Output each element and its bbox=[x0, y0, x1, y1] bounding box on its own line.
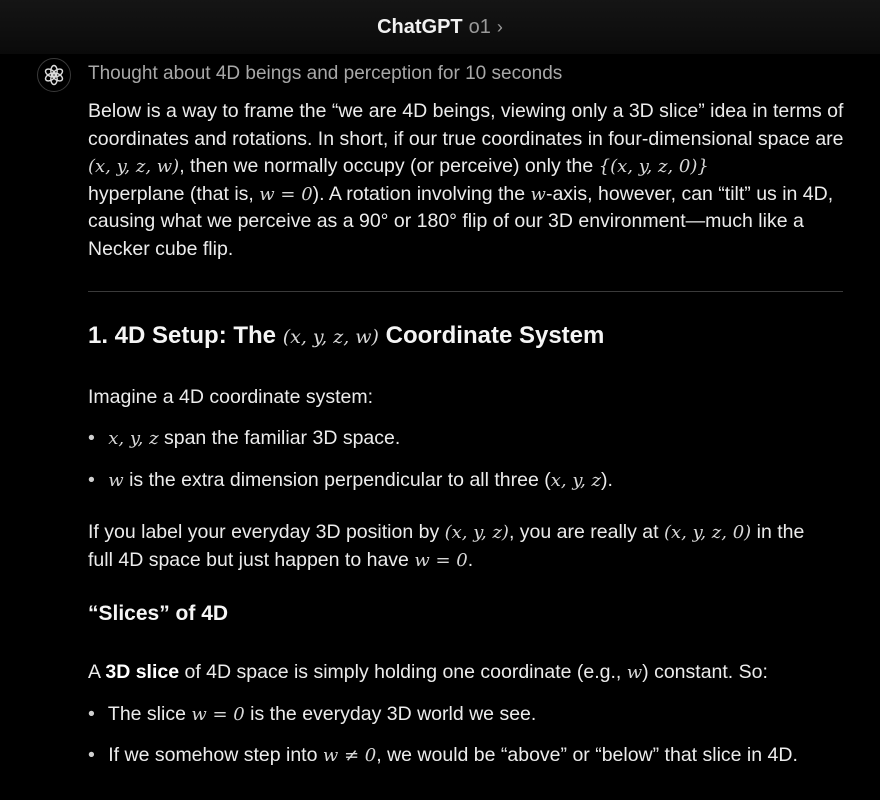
intro-paragraph bbox=[88, 98, 848, 263]
paragraph bbox=[88, 521, 804, 544]
subsection-heading: “Slices” of 4D bbox=[88, 602, 229, 625]
math: (x, y, z, 0) bbox=[663, 522, 752, 543]
math: w = 0 bbox=[259, 183, 313, 205]
math: w bbox=[626, 662, 643, 683]
heading-text: Coordinate System bbox=[378, 322, 605, 349]
paragraph bbox=[88, 661, 768, 684]
list-text: ). bbox=[601, 469, 613, 491]
intro-text: Below is a way to frame the “we are 4D beings, viewing only a 3D slice” idea in terms of coordinates and rotations. In short, if our true coordinates in four-dimensional space are bbox=[88, 100, 844, 150]
list-item bbox=[88, 469, 613, 492]
math: x, y, z bbox=[108, 428, 159, 449]
app-header bbox=[0, 0, 880, 54]
heading-text: 1. 4D Setup: The bbox=[88, 322, 283, 349]
math: (x, y, z, w) bbox=[282, 326, 379, 348]
text: A bbox=[88, 661, 106, 683]
text: If we somehow step into bbox=[108, 744, 323, 766]
math: w ≠ 0 bbox=[322, 745, 377, 766]
text: The slice bbox=[107, 703, 192, 725]
math: (x, y, z) bbox=[444, 522, 509, 543]
intro-text: -axis, however, can “tilt” us in 4D, causing what we perceive as a 90° or 180° flip of our 3D environment—much like a Necker cube flip. bbox=[88, 182, 834, 260]
model-selector[interactable]: o1 bbox=[468, 15, 491, 38]
math: {(x, y, z, 0)} bbox=[598, 156, 709, 177]
text: , we would be “above” or “below” that slice in 4D. bbox=[376, 744, 798, 766]
text: , you are really at bbox=[508, 521, 664, 543]
text: of 4D space is simply holding one coordinate (e.g., bbox=[179, 661, 627, 683]
divider bbox=[88, 291, 843, 292]
thought-summary[interactable]: Thought about 4D beings and perception for 10 seconds bbox=[88, 63, 563, 84]
chevron-right-icon[interactable]: › bbox=[496, 16, 503, 37]
math: w = 0 bbox=[191, 704, 245, 725]
math: w bbox=[530, 183, 546, 205]
app-title: ChatGPT bbox=[377, 15, 463, 38]
math: w = 0 bbox=[414, 550, 468, 571]
math: w bbox=[108, 470, 124, 491]
openai-logo-icon bbox=[37, 58, 71, 92]
math: x, y, z bbox=[550, 470, 602, 491]
text: . bbox=[467, 549, 474, 571]
math: (x, y, z, w) bbox=[88, 156, 180, 177]
list-item bbox=[88, 744, 798, 767]
intro-text: , then we normally occupy (or perceive) only the bbox=[179, 155, 599, 177]
list-item bbox=[88, 427, 400, 450]
text: in the bbox=[751, 521, 805, 543]
list-text: is the extra dimension perpendicular to all three ( bbox=[123, 469, 551, 491]
list-text: span the familiar 3D space. bbox=[158, 427, 401, 449]
paragraph: Imagine a 4D coordinate system: bbox=[88, 386, 374, 408]
text: If you label your everyday 3D position by bbox=[88, 521, 445, 543]
intro-text: hyperplane (that is, bbox=[88, 182, 260, 205]
bold-text: 3D slice bbox=[105, 661, 180, 683]
section-heading bbox=[88, 322, 604, 350]
text: ) constant. So: bbox=[642, 661, 768, 683]
intro-text: ). A rotation involving the bbox=[312, 182, 531, 205]
list-item bbox=[88, 703, 536, 726]
paragraph bbox=[88, 549, 473, 572]
text: is the everyday 3D world we see. bbox=[244, 703, 537, 725]
text: full 4D space but just happen to have bbox=[88, 549, 415, 571]
